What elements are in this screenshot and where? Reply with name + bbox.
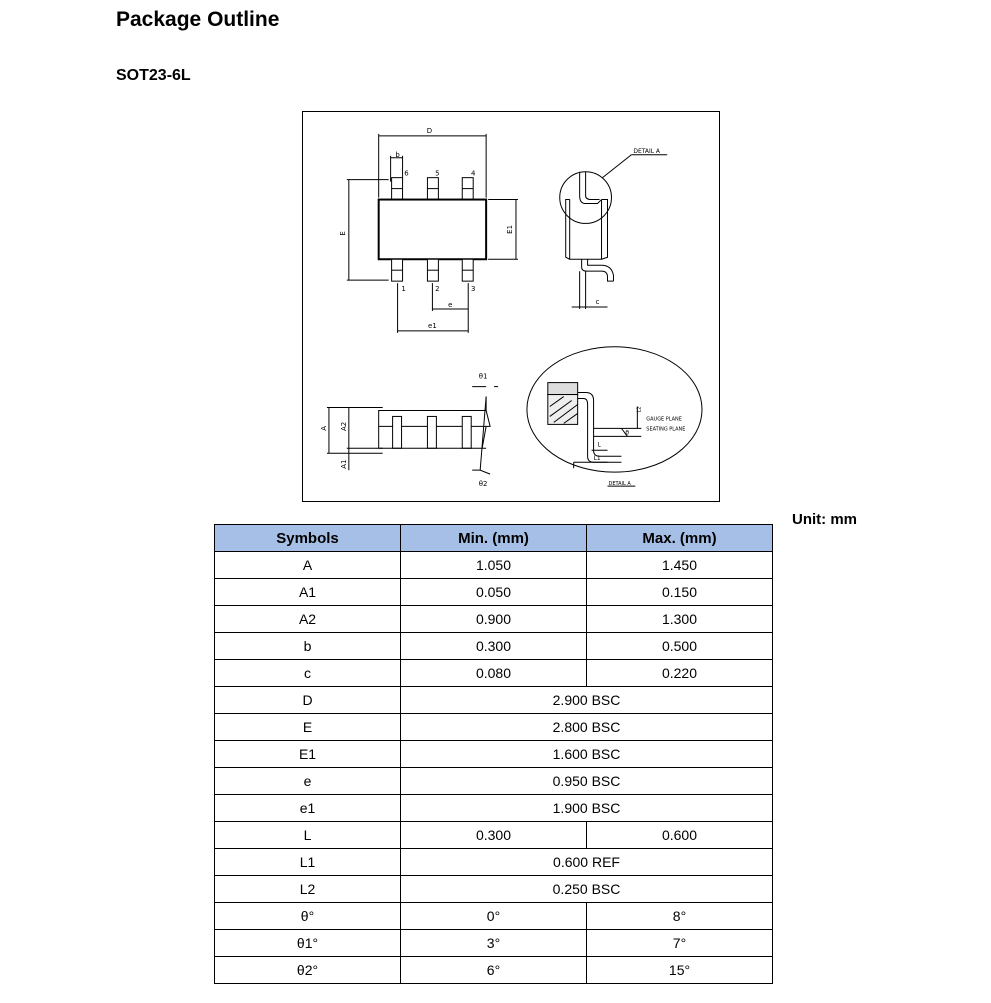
- cell-symbol: e1: [215, 795, 401, 822]
- table-row: [215, 606, 773, 633]
- cell-max: 15°: [587, 957, 773, 984]
- label-theta: θ: [625, 429, 630, 437]
- cell-value: 1.600 BSC: [401, 741, 773, 768]
- cell-symbol: e: [215, 768, 401, 795]
- label-L: L: [597, 441, 601, 449]
- table-header-row: [215, 525, 773, 552]
- cell-symbol: A2: [215, 606, 401, 633]
- label-e1: e1: [428, 321, 437, 330]
- cell-max: 0.150: [587, 579, 773, 606]
- table-row: [215, 579, 773, 606]
- page-title: Package Outline: [116, 8, 280, 31]
- table-row: [215, 741, 773, 768]
- cell-symbol: L2: [215, 876, 401, 903]
- cell-value: 0.250 BSC: [401, 876, 773, 903]
- label-D: D: [426, 126, 433, 135]
- detail-a-callout: DETAIL A: [633, 147, 661, 155]
- label-gauge-plane: GAUGE PLANE: [646, 416, 682, 423]
- cell-symbol: D: [215, 687, 401, 714]
- cell-min: 1.050: [401, 552, 587, 579]
- table-row: [215, 930, 773, 957]
- cell-symbol: θ2°: [215, 957, 401, 984]
- cell-min: 0°: [401, 903, 587, 930]
- label-L1: L1: [593, 455, 601, 463]
- table-row: [215, 957, 773, 984]
- cell-min: 3°: [401, 930, 587, 957]
- detail-a-view: [527, 347, 702, 487]
- cell-value: 0.600 REF: [401, 849, 773, 876]
- cell-max: 0.500: [587, 633, 773, 660]
- cell-min: 0.080: [401, 660, 587, 687]
- cell-symbol: L: [215, 822, 401, 849]
- cell-symbol: A: [215, 552, 401, 579]
- table-row: [215, 822, 773, 849]
- package-name: SOT23-6L: [116, 67, 191, 84]
- cell-symbol: L1: [215, 849, 401, 876]
- pin-3-label: 3: [470, 285, 476, 294]
- package-outline-drawing: [302, 111, 720, 502]
- header-max: Max. (mm): [587, 525, 773, 552]
- cell-max: 7°: [587, 930, 773, 957]
- table-row: [215, 768, 773, 795]
- table-row: [215, 849, 773, 876]
- cell-value: 2.800 BSC: [401, 714, 773, 741]
- end-view: [560, 148, 667, 309]
- pin-1-label: 1: [401, 285, 406, 294]
- label-A: A: [319, 425, 328, 431]
- cell-symbol: θ1°: [215, 930, 401, 957]
- cell-max: 8°: [587, 903, 773, 930]
- pin-5-label: 5: [435, 169, 440, 178]
- table-row: [215, 795, 773, 822]
- table-row: [215, 903, 773, 930]
- detail-a-caption: DETAIL A: [608, 481, 631, 488]
- label-c: c: [595, 298, 600, 307]
- unit-label: Unit: mm: [792, 511, 857, 528]
- cell-symbol: c: [215, 660, 401, 687]
- cell-min: 0.050: [401, 579, 587, 606]
- table-row: [215, 633, 773, 660]
- label-b: b: [395, 150, 400, 159]
- side-view: [320, 373, 498, 488]
- table-row: [215, 876, 773, 903]
- label-L2: L2: [636, 406, 643, 413]
- table-row: [215, 552, 773, 579]
- label-theta2: θ2: [478, 480, 488, 489]
- cell-symbol: E: [215, 714, 401, 741]
- table-row: [215, 687, 773, 714]
- label-seating-plane: SEATING PLANE: [646, 426, 686, 433]
- label-A1: A1: [339, 459, 348, 469]
- pin-4-label: 4: [470, 169, 476, 178]
- cell-max: 1.450: [587, 552, 773, 579]
- table-row: [215, 660, 773, 687]
- cell-min: 0.300: [401, 822, 587, 849]
- cell-max: 1.300: [587, 606, 773, 633]
- label-E1: E1: [505, 224, 514, 234]
- label-theta1: θ1: [478, 372, 488, 381]
- label-A2: A2: [339, 421, 348, 431]
- table-row: [215, 714, 773, 741]
- header-min: Min. (mm): [401, 525, 587, 552]
- cell-symbol: b: [215, 633, 401, 660]
- top-view: [339, 127, 518, 333]
- pin-2-label: 2: [435, 285, 440, 294]
- cell-min: 0.300: [401, 633, 587, 660]
- cell-min: 6°: [401, 957, 587, 984]
- cell-max: 0.600: [587, 822, 773, 849]
- cell-max: 0.220: [587, 660, 773, 687]
- cell-symbol: A1: [215, 579, 401, 606]
- pin-6-label: 6: [404, 169, 409, 178]
- dimensions-table: [214, 524, 773, 984]
- cell-symbol: θ°: [215, 903, 401, 930]
- header-symbols: Symbols: [215, 525, 401, 552]
- cell-symbol: E1: [215, 741, 401, 768]
- label-E: E: [338, 231, 347, 236]
- cell-value: 2.900 BSC: [401, 687, 773, 714]
- cell-min: 0.900: [401, 606, 587, 633]
- label-e: e: [448, 300, 453, 309]
- cell-value: 1.900 BSC: [401, 795, 773, 822]
- cell-value: 0.950 BSC: [401, 768, 773, 795]
